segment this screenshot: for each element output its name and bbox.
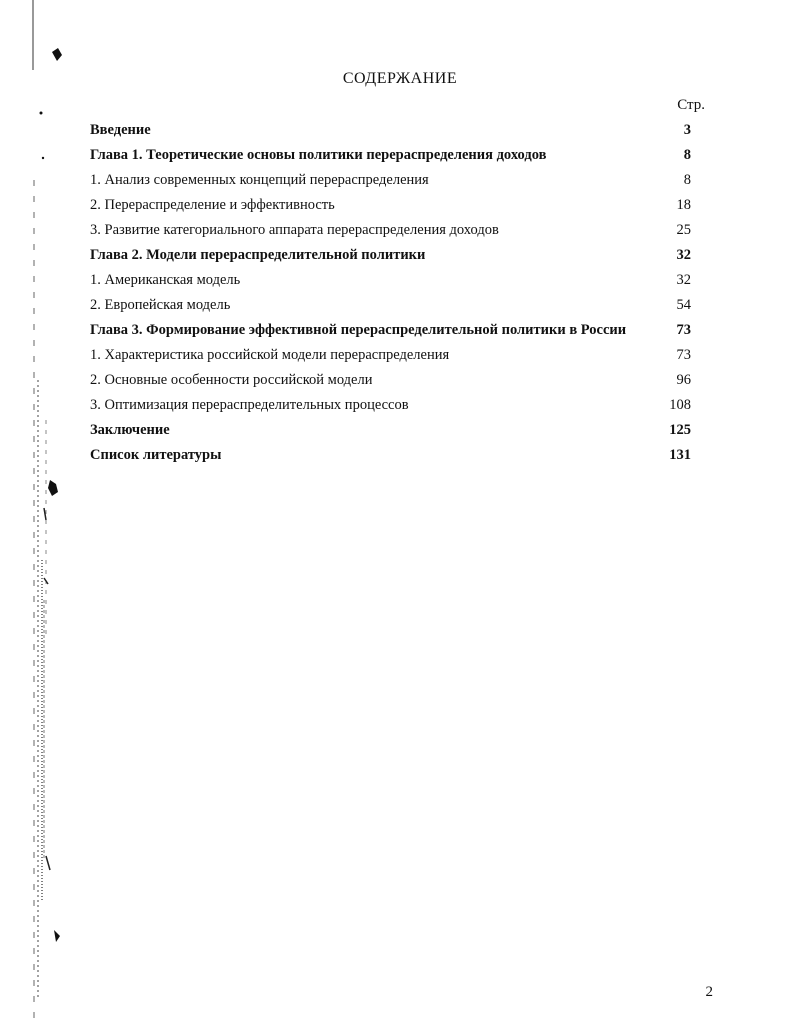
toc-entry [90, 268, 691, 293]
scan-binding-marks [0, 0, 70, 1026]
toc-entry-page: 96 [676, 372, 691, 388]
toc-entry [90, 118, 691, 143]
toc-entry [90, 168, 691, 193]
toc-entry-page: 25 [676, 222, 691, 238]
toc-entry [90, 143, 691, 168]
toc-entry-page: 8 [683, 147, 691, 163]
toc-entry [90, 293, 691, 318]
toc-entry [90, 218, 691, 243]
toc-entry-page: 54 [676, 297, 691, 313]
toc-entry-label: 2. Основные особенности российской модели [90, 372, 373, 388]
toc-entry-label: 3. Оптимизация перераспределительных процессов [90, 397, 409, 413]
toc-entry-label: 2. Перераспределение и эффективность [90, 197, 335, 213]
toc-entry-label: 3. Развитие категориального аппарата перераспределения доходов [90, 222, 499, 238]
toc-entry [90, 318, 691, 343]
toc-entry [90, 193, 691, 218]
toc-entry-label: Заключение [90, 422, 170, 438]
toc-entry [90, 443, 691, 468]
toc-entry-page: 3 [683, 122, 691, 138]
toc-entry [90, 243, 691, 268]
toc-entry [90, 393, 691, 418]
table-of-contents [90, 118, 691, 468]
toc-entry-label: 1. Американская модель [90, 272, 241, 288]
toc-entry-label: Список литературы [90, 447, 222, 463]
toc-entry [90, 343, 691, 368]
toc-entry-page: 18 [676, 197, 691, 213]
page-column-header: Стр. [677, 97, 705, 113]
page-title: СОДЕРЖАНИЕ [342, 70, 458, 87]
toc-entry-page: 108 [669, 397, 691, 413]
toc-entry-label: Глава 2. Модели перераспределительной политики [90, 247, 426, 263]
toc-entry [90, 418, 691, 443]
toc-entry-label: 1. Анализ современных концепций перераспределения [90, 172, 429, 188]
toc-entry-label: 2. Европейская модель [90, 297, 231, 313]
page-number: 2 [705, 984, 713, 1000]
toc-entry-label: Введение [90, 122, 151, 138]
toc-entry [90, 368, 691, 393]
toc-entry-page: 8 [683, 172, 691, 188]
toc-entry-page: 73 [676, 322, 691, 338]
toc-entry-page: 73 [676, 347, 691, 363]
toc-entry-page: 125 [669, 422, 691, 438]
toc-entry-page: 131 [669, 447, 691, 463]
toc-entry-label: 1. Характеристика российской модели перераспределения [90, 347, 450, 363]
toc-entry-label: Глава 3. Формирование эффективной перераспределительной политики в России [90, 322, 627, 338]
toc-entry-page: 32 [676, 272, 691, 288]
toc-entry-page: 32 [676, 247, 691, 263]
toc-entry-label: Глава 1. Теоретические основы политики перераспределения доходов [90, 147, 547, 163]
